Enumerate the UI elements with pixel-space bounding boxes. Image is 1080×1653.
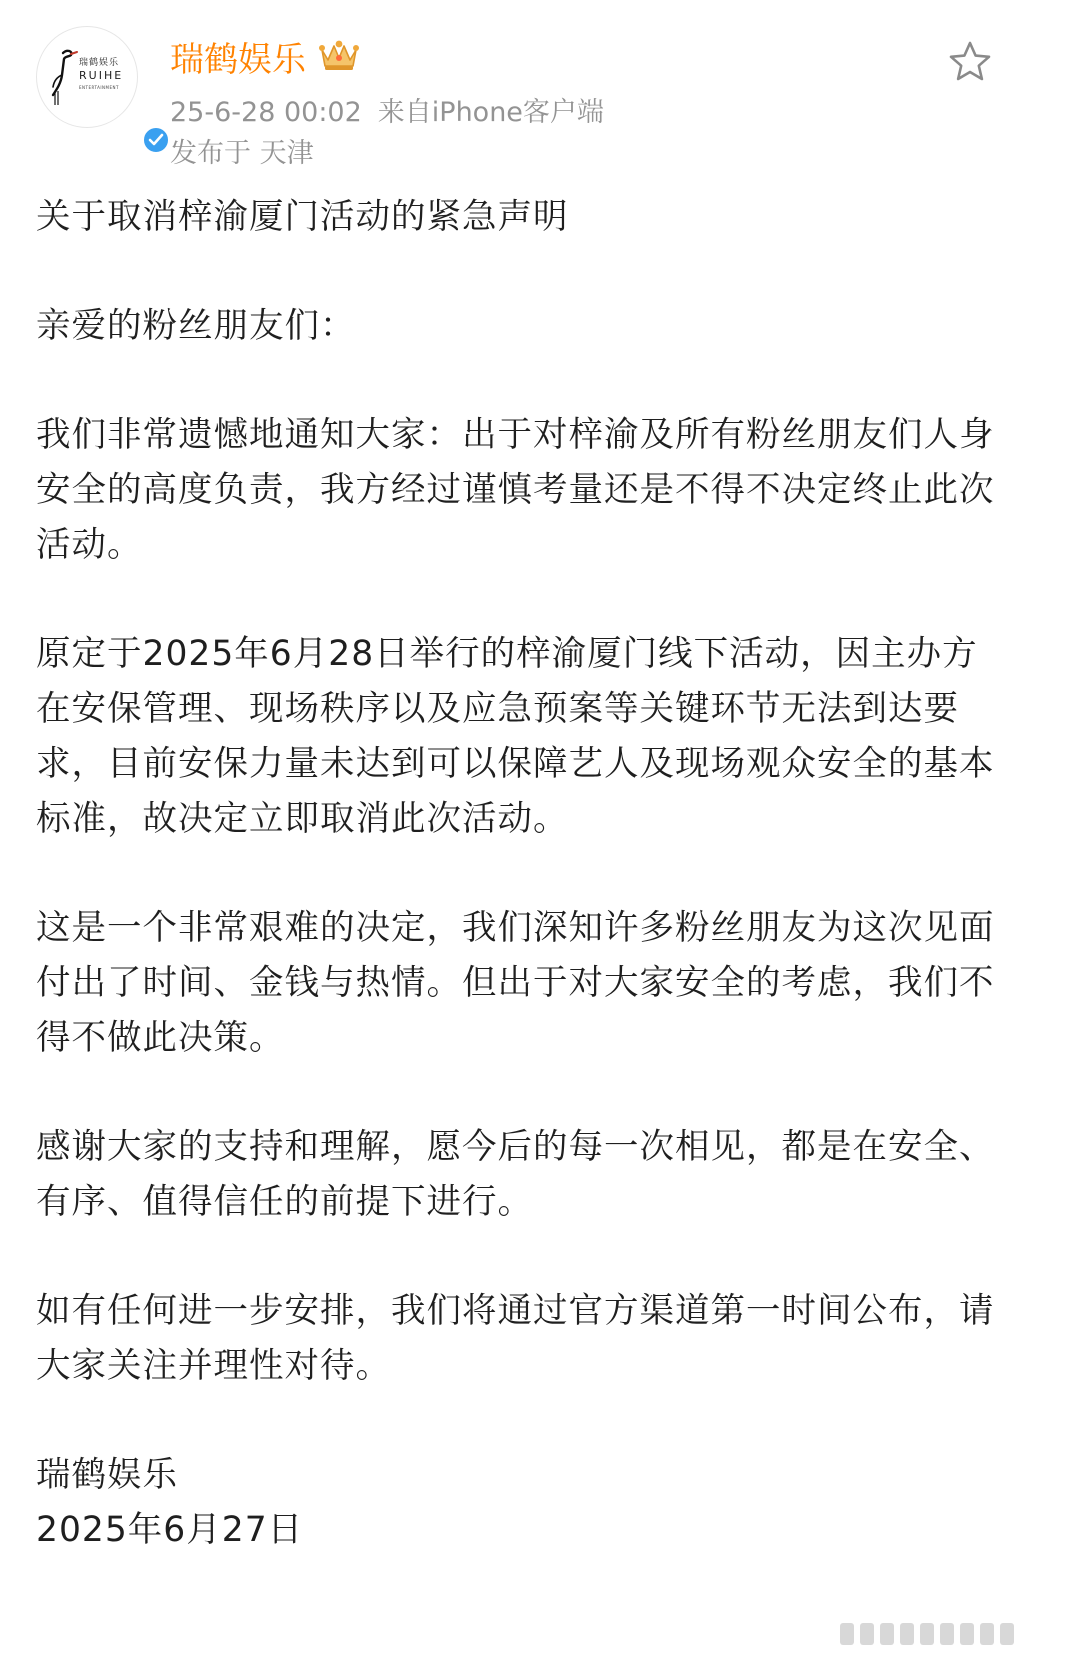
paragraph-2: 原定于2025年6月28日举行的梓渝厦门线下活动，因主办方在安保管理、现场秩序以及应急预案等关键环节无法到达要求，目前安保力量未达到可以保障艺人及现场观众安全的基本标准，故决定立即取消此次活动。	[36, 634, 995, 839]
paragraph-3: 这是一个非常艰难的决定，我们深知许多粉丝朋友为这次见面付出了时间、金钱与热情。但出于对大家安全的考虑，我们不得不做此决策。	[36, 908, 995, 1058]
favorite-button[interactable]	[946, 38, 994, 86]
crown-badge-icon[interactable]	[316, 36, 362, 72]
post-header	[0, 0, 1080, 190]
crane-bird-icon	[45, 45, 79, 107]
post-meta	[170, 90, 604, 129]
greeting: 亲爱的粉丝朋友们：	[36, 306, 356, 346]
author-name[interactable]: 瑞鹤娱乐	[170, 40, 306, 80]
crane-logo-icon	[45, 45, 129, 107]
star-outline-icon	[946, 38, 994, 86]
statement-title: 关于取消梓渝厦门活动的紧急声明	[36, 197, 569, 237]
post-location: 发布于 天津	[170, 138, 314, 169]
post-source: 来自iPhone客户端	[377, 97, 604, 128]
statement-date: 2025年6月27日	[36, 1510, 304, 1550]
post-body	[36, 190, 996, 1558]
logo-english-text: RUIHE	[79, 69, 124, 82]
logo-sub-text: ENTERTAINMENT	[79, 85, 119, 90]
paragraph-4: 感谢大家的支持和理解，愿今后的每一次相见，都是在安全、有序、值得信任的前提下进行。	[36, 1127, 995, 1222]
signature: 瑞鹤娱乐	[36, 1455, 178, 1495]
paragraph-5: 如有任何进一步安排，我们将通过官方渠道第一时间公布，请大家关注并理性对待。	[36, 1291, 995, 1386]
post-timestamp: 25-6-28 00:02	[170, 97, 362, 128]
verified-check-icon	[141, 125, 171, 155]
paragraph-1: 我们非常遗憾地通知大家：出于对梓渝及所有粉丝朋友们人身安全的高度负责，我方经过谨慎考量还是不得不决定终止此次活动。	[36, 415, 995, 565]
logo-chinese-text: 瑞鹤娱乐	[79, 58, 120, 68]
avatar[interactable]	[36, 26, 138, 128]
watermark	[840, 1622, 1020, 1646]
